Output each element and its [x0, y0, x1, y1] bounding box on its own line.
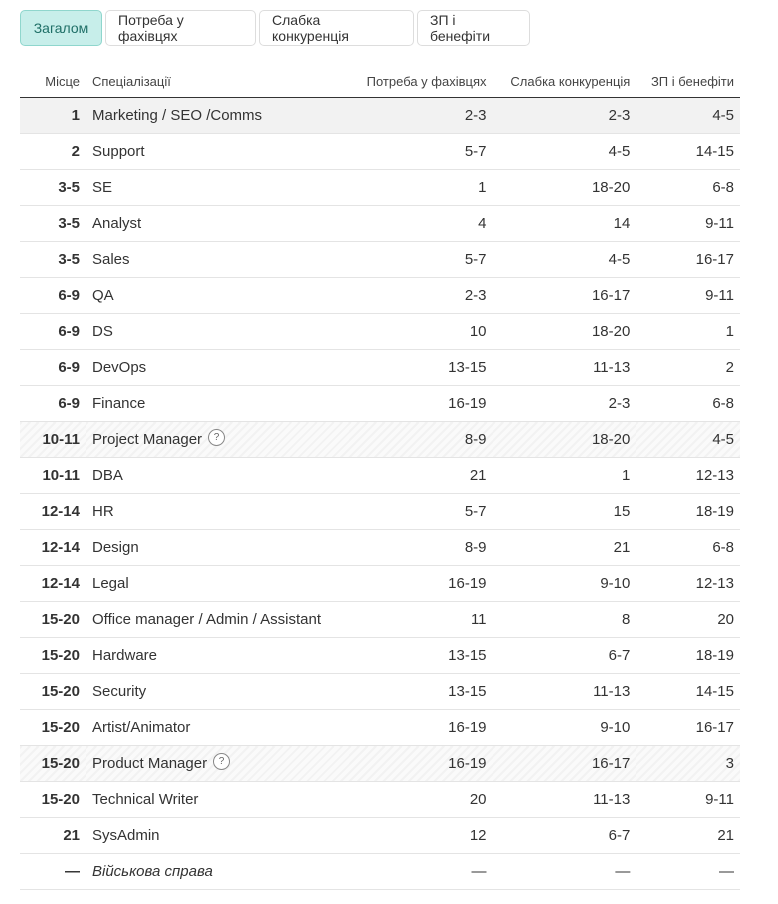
place-cell-text: 15-20 — [41, 719, 80, 736]
question-help-icon[interactable]: ? — [208, 429, 225, 446]
place-cell-text: 6-9 — [58, 287, 80, 304]
demand-cell-text: 16-19 — [448, 395, 487, 412]
specialization-cell — [86, 350, 349, 386]
table-row — [20, 98, 740, 134]
specialization-cell — [86, 710, 349, 746]
competition-cell-text: 4-5 — [608, 251, 631, 268]
place-cell-text: 10-11 — [42, 431, 80, 448]
salary-cell — [636, 134, 740, 170]
table-row — [20, 494, 740, 530]
competition-cell — [493, 242, 637, 278]
specialization-cell — [86, 638, 349, 674]
demand-cell — [349, 782, 493, 818]
specialization-cell — [86, 314, 349, 350]
competition-cell — [493, 674, 637, 710]
place-cell — [20, 458, 86, 494]
table-row — [20, 566, 740, 602]
demand-cell-text: 5-7 — [464, 503, 487, 520]
place-cell-text: 15-20 — [41, 683, 80, 700]
tab-competition[interactable]: Слабка конкуренція — [259, 10, 414, 46]
salary-cell — [636, 350, 740, 386]
place-cell — [20, 386, 86, 422]
table-row — [20, 314, 740, 350]
table-row — [20, 350, 740, 386]
place-cell-text: 6-9 — [58, 359, 80, 376]
competition-cell — [493, 782, 637, 818]
salary-cell — [636, 494, 740, 530]
competition-cell — [493, 818, 637, 854]
competition-cell-text: 11-13 — [593, 791, 631, 808]
col-header-demand[interactable]: Потреба у фахівцях — [349, 66, 493, 98]
table-row — [20, 242, 740, 278]
place-cell-text: 12-14 — [41, 503, 80, 520]
demand-cell — [349, 170, 493, 206]
table-row — [20, 458, 740, 494]
specialization-cell-text: Legal — [92, 575, 129, 592]
place-cell — [20, 422, 86, 458]
competition-cell — [493, 278, 637, 314]
table-row — [20, 818, 740, 854]
specialization-cell — [86, 602, 349, 638]
salary-cell — [636, 206, 740, 242]
competition-cell-text: 21 — [613, 539, 631, 556]
place-cell-text: 3-5 — [58, 251, 80, 268]
salary-cell-text: 9-11 — [705, 215, 734, 232]
table-row — [20, 530, 740, 566]
place-cell-text: 12-14 — [41, 539, 80, 556]
salary-cell — [636, 98, 740, 134]
place-cell — [20, 278, 86, 314]
specialization-cell-text: Project Manager — [92, 431, 203, 448]
place-cell — [20, 134, 86, 170]
competition-cell-text: 11-13 — [593, 683, 631, 700]
demand-cell — [349, 494, 493, 530]
salary-cell-text: 14-15 — [695, 683, 734, 700]
place-cell-text: 10-11 — [42, 467, 80, 484]
table-row — [20, 638, 740, 674]
specialization-cell-text: HR — [92, 503, 114, 520]
salary-cell — [636, 602, 740, 638]
demand-cell — [349, 386, 493, 422]
specialization-cell-text: Technical Writer — [92, 791, 199, 808]
competition-cell — [493, 314, 637, 350]
demand-cell — [349, 134, 493, 170]
salary-cell-text: 6-8 — [712, 395, 734, 412]
demand-cell-text: 1 — [478, 179, 487, 196]
competition-cell — [493, 530, 637, 566]
specialization-cell — [86, 854, 349, 890]
salary-cell — [636, 170, 740, 206]
demand-cell — [349, 674, 493, 710]
salary-cell — [636, 746, 740, 782]
competition-cell — [493, 854, 637, 890]
col-header-salary[interactable]: ЗП і бенефіти — [636, 66, 740, 98]
specialization-cell-text: Військова справа — [92, 863, 213, 880]
demand-cell — [349, 242, 493, 278]
table-row — [20, 422, 740, 458]
demand-cell — [349, 566, 493, 602]
place-cell — [20, 98, 86, 134]
place-cell-text: — — [65, 863, 80, 880]
salary-cell-text: 4-5 — [712, 431, 734, 448]
place-cell — [20, 782, 86, 818]
competition-cell — [493, 170, 637, 206]
demand-cell — [349, 350, 493, 386]
salary-cell — [636, 566, 740, 602]
table-row — [20, 674, 740, 710]
place-cell-text: 1 — [71, 107, 80, 124]
place-cell — [20, 170, 86, 206]
demand-cell-text: 2-3 — [464, 287, 487, 304]
competition-cell-text: — — [615, 863, 631, 880]
competition-cell-text: 18-20 — [591, 179, 631, 196]
table-body — [20, 98, 740, 890]
demand-cell — [349, 710, 493, 746]
specialization-cell — [86, 494, 349, 530]
place-cell-text: 12-14 — [41, 575, 80, 592]
competition-cell — [493, 458, 637, 494]
demand-cell-text: 4 — [478, 215, 487, 232]
salary-cell-text: 4-5 — [712, 107, 734, 124]
specialization-cell-text: Office manager / Admin / Assistant — [92, 611, 321, 628]
specialization-cell — [86, 674, 349, 710]
specialization-cell-text: DBA — [92, 467, 123, 484]
salary-cell-text: 18-19 — [695, 647, 734, 664]
demand-cell-text: 12 — [469, 827, 487, 844]
specialization-cell-text: Artist/Animator — [92, 719, 191, 736]
demand-cell-text: 20 — [469, 791, 487, 808]
salary-cell — [636, 422, 740, 458]
salary-cell — [636, 674, 740, 710]
salary-cell — [636, 710, 740, 746]
competition-cell-text: 18-20 — [591, 431, 631, 448]
place-cell — [20, 602, 86, 638]
competition-cell — [493, 638, 637, 674]
specialization-cell-text: Hardware — [92, 647, 158, 664]
table-row — [20, 278, 740, 314]
salary-cell-text: 6-8 — [712, 179, 734, 196]
rating-table — [20, 66, 740, 890]
specialization-cell — [86, 386, 349, 422]
competition-cell — [493, 566, 637, 602]
specialization-cell-text: SysAdmin — [92, 827, 160, 844]
salary-cell — [636, 818, 740, 854]
table-row — [20, 134, 740, 170]
specialization-cell-text: DS — [92, 323, 113, 340]
demand-cell — [349, 746, 493, 782]
competition-cell-text: 2-3 — [608, 395, 631, 412]
specialization-cell — [86, 170, 349, 206]
demand-cell — [349, 638, 493, 674]
salary-cell-text: 20 — [717, 611, 734, 628]
competition-cell — [493, 710, 637, 746]
place-cell — [20, 818, 86, 854]
specialization-cell — [86, 206, 349, 242]
place-cell-text: 15-20 — [41, 755, 80, 772]
salary-cell — [636, 386, 740, 422]
salary-cell — [636, 242, 740, 278]
competition-cell-text: 9-10 — [600, 575, 631, 592]
competition-cell-text: 14 — [613, 215, 631, 232]
competition-cell — [493, 98, 637, 134]
salary-cell-text: 9-11 — [705, 287, 734, 304]
specialization-cell-text: Analyst — [92, 215, 142, 232]
salary-cell-text: 6-8 — [712, 539, 734, 556]
competition-cell-text: 9-10 — [600, 719, 631, 736]
demand-cell — [349, 314, 493, 350]
competition-cell-text: 8 — [622, 611, 631, 628]
specialization-cell-text: Sales — [92, 251, 130, 268]
demand-cell-text: 21 — [469, 467, 487, 484]
place-cell — [20, 566, 86, 602]
place-cell-text: 2 — [71, 143, 80, 160]
specialization-cell — [86, 566, 349, 602]
competition-cell-text: 16-17 — [591, 287, 631, 304]
question-help-icon[interactable]: ? — [213, 753, 230, 770]
demand-cell-text: 16-19 — [448, 719, 487, 736]
salary-cell — [636, 530, 740, 566]
place-cell — [20, 746, 86, 782]
specialization-cell — [86, 134, 349, 170]
salary-cell — [636, 458, 740, 494]
place-cell — [20, 494, 86, 530]
table-row — [20, 602, 740, 638]
demand-cell-text: 5-7 — [464, 143, 487, 160]
specialization-cell — [86, 98, 349, 134]
demand-cell-text: 8-9 — [464, 539, 487, 556]
specialization-cell-text: Support — [92, 143, 145, 160]
place-cell-text: 15-20 — [41, 611, 80, 628]
demand-cell-text: 16-19 — [448, 755, 487, 772]
competition-cell-text: 4-5 — [608, 143, 631, 160]
salary-cell-text: 18-19 — [695, 503, 734, 520]
table-row — [20, 782, 740, 818]
competition-cell-text: 11-13 — [593, 359, 631, 376]
demand-cell-text: — — [471, 863, 487, 880]
place-cell-text: 3-5 — [58, 215, 80, 232]
place-cell — [20, 314, 86, 350]
salary-cell — [636, 278, 740, 314]
place-cell — [20, 350, 86, 386]
salary-cell — [636, 854, 740, 890]
demand-cell-text: 13-15 — [448, 359, 487, 376]
specialization-cell — [86, 746, 349, 782]
place-cell-text: 6-9 — [58, 323, 80, 340]
place-cell-text: 3-5 — [58, 179, 80, 196]
tab-salary[interactable]: ЗП і бенефіти — [417, 10, 530, 46]
specialization-cell — [86, 278, 349, 314]
specialization-cell-text: Security — [92, 683, 147, 700]
place-cell-text: 6-9 — [58, 395, 80, 412]
demand-cell — [349, 854, 493, 890]
table-header-row — [20, 66, 740, 98]
competition-cell-text: 6-7 — [608, 647, 631, 664]
demand-cell-text: 16-19 — [448, 575, 487, 592]
specialization-cell — [86, 458, 349, 494]
salary-cell-text: 16-17 — [695, 719, 734, 736]
table-row — [20, 170, 740, 206]
table-row — [20, 206, 740, 242]
demand-cell-text: 5-7 — [464, 251, 487, 268]
salary-cell-text: 14-15 — [695, 143, 734, 160]
demand-cell-text: 10 — [469, 323, 487, 340]
salary-cell-text: 9-11 — [705, 791, 734, 808]
demand-cell-text: 8-9 — [464, 431, 487, 448]
place-cell — [20, 242, 86, 278]
specialization-cell-text: DevOps — [92, 359, 147, 376]
salary-cell-text: — — [719, 863, 734, 880]
competition-cell — [493, 386, 637, 422]
table-row — [20, 854, 740, 890]
competition-cell-text: 6-7 — [608, 827, 631, 844]
salary-cell — [636, 314, 740, 350]
place-cell — [20, 530, 86, 566]
place-cell-text: 21 — [63, 827, 80, 844]
specialization-cell-text: Finance — [92, 395, 146, 412]
tab-demand[interactable]: Потреба у фахівцях — [105, 10, 256, 46]
demand-cell-text: 11 — [470, 611, 487, 628]
tab-overall[interactable]: Загалом — [20, 10, 102, 46]
salary-cell-text: 16-17 — [695, 251, 734, 268]
place-cell — [20, 674, 86, 710]
demand-cell — [349, 602, 493, 638]
col-header-competition[interactable]: Слабка конкуренція — [493, 66, 637, 98]
competition-cell — [493, 746, 637, 782]
demand-cell — [349, 530, 493, 566]
competition-cell-text: 15 — [613, 503, 631, 520]
col-header-place[interactable]: Місце — [20, 66, 86, 98]
table-row — [20, 710, 740, 746]
competition-cell — [493, 134, 637, 170]
demand-cell — [349, 206, 493, 242]
tab-bar — [20, 10, 530, 46]
competition-cell-text: 16-17 — [591, 755, 631, 772]
place-cell — [20, 854, 86, 890]
demand-cell-text: 13-15 — [448, 647, 487, 664]
demand-cell — [349, 458, 493, 494]
specialization-cell-text: SE — [92, 179, 113, 196]
competition-cell-text: 2-3 — [608, 107, 631, 124]
salary-cell — [636, 638, 740, 674]
competition-cell-text: 18-20 — [591, 323, 631, 340]
place-cell-text: 15-20 — [41, 647, 80, 664]
table-row — [20, 746, 740, 782]
competition-cell — [493, 350, 637, 386]
specialization-cell — [86, 422, 349, 458]
demand-cell-text: 2-3 — [464, 107, 487, 124]
demand-cell — [349, 818, 493, 854]
demand-cell — [349, 422, 493, 458]
salary-cell-text: 12-13 — [695, 467, 734, 484]
demand-cell-text: 13-15 — [448, 683, 487, 700]
salary-cell-text: 1 — [725, 323, 734, 340]
specialization-cell — [86, 782, 349, 818]
demand-cell — [349, 278, 493, 314]
competition-cell — [493, 422, 637, 458]
specialization-cell-text: Product Manager — [92, 755, 208, 772]
specialization-cell-text: Design — [92, 539, 139, 556]
place-cell — [20, 206, 86, 242]
salary-cell-text: 3 — [725, 755, 734, 772]
competition-cell — [493, 494, 637, 530]
salary-cell-text: 21 — [717, 827, 734, 844]
competition-cell — [493, 206, 637, 242]
salary-cell-text: 12-13 — [695, 575, 734, 592]
specialization-cell — [86, 530, 349, 566]
specialization-cell — [86, 818, 349, 854]
specialization-cell — [86, 242, 349, 278]
place-cell-text: 15-20 — [41, 791, 80, 808]
competition-cell-text: 1 — [622, 467, 631, 484]
specialization-cell-text: QA — [92, 287, 114, 304]
competition-cell — [493, 602, 637, 638]
place-cell — [20, 638, 86, 674]
specialization-cell-text: Marketing / SEO /Comms — [92, 107, 263, 124]
salary-cell-text: 2 — [725, 359, 734, 376]
col-header-specialization[interactable]: Спеціалізації — [86, 66, 349, 98]
place-cell — [20, 710, 86, 746]
demand-cell — [349, 98, 493, 134]
table-row — [20, 386, 740, 422]
salary-cell — [636, 782, 740, 818]
